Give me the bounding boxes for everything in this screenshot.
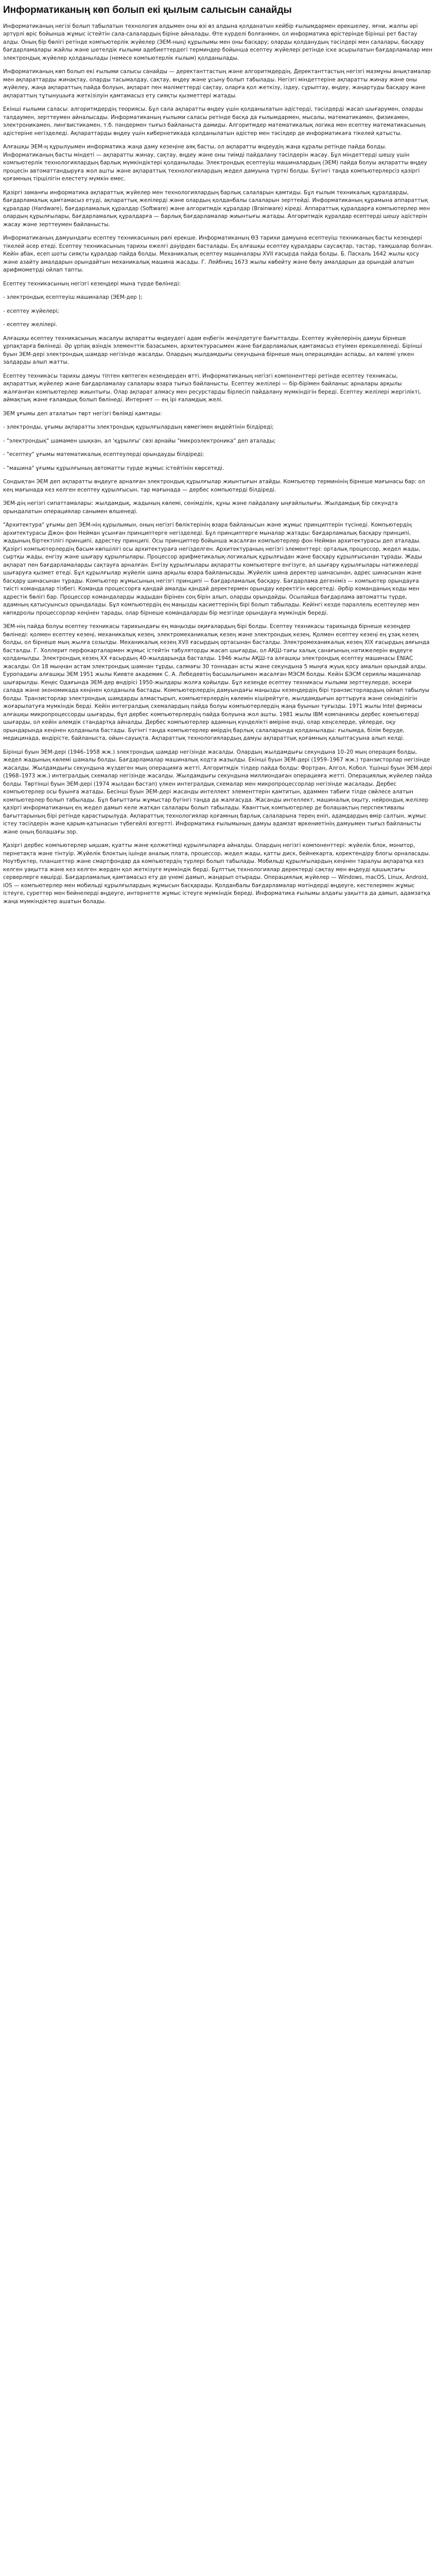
paragraph: Информатиканың негізі болып табылатын технология алдымен оны өзі өз алдына қолданатын кейбір ғылымдармен ерекшелеу, яғни, жалпы әрі әртүрлі өріс бойынша жұмыс істейтін сала-салалардың біріне айналады. Өте күрделі болғанмен, ол информатика өрістерінде бірінші рет бастау алды. Оның бір бөлігі ретінде компьютерлік жүйелер (ЭЕМ-ның) құрылымы мен оны басқару; оларды қолданудың тәсілдері мен салалары, басқару бағдарламалары жайлы және шетелдік ғылыми әдебиеттердегі терминдер бойынша есептеу жүйелері ретінде іске асырылатын бағдарламалар мен электрондық жүйелер қолданылады (немесе компьютерлік ғылым) қолданылады. [3, 23, 432, 61]
paragraph: ЭЕМ-дің негізгі сипаттамалары: жылдамдық, жадының көлемі, сенімділік, құны және пайдалану ыңғайлылығы. Жылдамдық бір секундта орындалатын операциялар санымен өлшенеді. [3, 500, 398, 515]
list-item: - "электрондық" шамамен шықкан, ал 'құрылғы' сөзі арнайы "микроэлектроника" деп аталады; [3, 437, 276, 444]
page-title: Информатиканың көп болып екі қылым салысын санайды [3, 5, 292, 15]
paragraph: Қазіргі дербес компьютерлер ықшам, қуатты және қолжетімді құрылғыларға айналды. Олардың негізгі компоненттері: жүйелік блок, монитор, пернетақта және тінтуір. Жүйелік блоктың ішінде аналық плата, процессор, жедел жады, қатты диск, бейнекарта, қоректендіру блогы орналасады. Ноутбуктер, планшеттер және смартфондар да компьютердің түрлері болып табылады. Мобильді құрылғылардың кеңінен таралуы ақпаратқа кез келген уақытта және кез келген жерден қол жеткізуге мүмкіндік берді. Бұлттық технологиялар деректерді сақтау мен өңдеуді қашықтағы серверлерге көшірді. Бағдарламалық қамтамасыз ету де үнемі дамып, жаңарып отырады. Операциялық жүйелер — Windows, macOS, Linux, Android, iOS — компьютерлер мен мобильді құрылғылардың жұмысын басқарады. Қолданбалы бағдарламалар мәтіндерді өңдеуге, кестелермен жұмыс істеуге, суреттер мен бейнелерді өңдеуге, интернетте жұмыс істеуге мүмкіндік береді. Информатика ғылымы алдағы уақытта да дамып, адамзатқа жаңа мүмкіндіктер ашатын болады. [3, 842, 430, 905]
list-item: - "есептеу" ұғымы математикалық есептеулерді орындауды білдіреді; [3, 451, 204, 458]
paragraph: "Архитектура" ұғымы деп ЭЕМ-нің құрылымын, оның негізгі бөліктерінің өзара байланысын және жұмыс принциптерін түсінеді. Компьютердің архитектурасы Джон фон Нейман ұсынған принциптерге негізделеді. Бұл принциптерге мыналар жатады: бағдарламалық басқару принципі, жадының біртектілігі принципі, адрестеу принципі. Осы принциптер бойынша жасалған компьютерлер фон Нейман архитектурасы деп аталады. Қазіргі компьютерлердің басым көпшілігі осы архитектураға негізделген. Архитектураның негізгі элементтері: орталық процессор, жедел жады, сыртқы жады, енгізу және шығару құрылғылары. Процессор арифметикалық-логикалық құрылғыдан және басқару құрылғысынан тұрады. Жады ақпарат пен бағдарламаларды сақтауға арналған. Енгізу құрылғылары ақпаратты компьютерге енгізуге, ал шығару құрылғылары нәтижелерді шығаруға қызмет етеді. Бұл құрылғылар жүйелік шина арқылы өзара байланысады. Жүйелік шина деректер шинасынан, адрес шинасынан және басқару шинасынан тұрады. Компьютер жұмысының негізгі принципі — бағдарламалық басқару. Бағдарлама дегеніміз — компьютер орындауға тиісті командалар тізбегі. Команда процессорға қандай амалды қандай деректермен орындау керектігін көрсетеді. Әрбір команданың коды мен адрестік бөлігі бар. Процессор командаларды жадыдан бірінен соң бірін алып, оларды орындайды. Осылайша бағдарлама автоматты түрде, адамның қатысуынсыз орындалады. Бұл компьютердің ең маңызды қасиеттерінің бірі болып табылады. Кейінгі кезде параллель есептеулер мен көпядролы процессорлар кеңінен тарады, олар бірнеше командаларды бір мезгілде орындауға мүмкіндік береді. [3, 522, 422, 616]
list-item: - электрондық есептеуіш машиналар (ЭЕМ-дер ); [3, 294, 143, 301]
list-item: - есептеу жүйелері; [3, 308, 59, 314]
paragraph: Қазіргі заманғы информатика ақпараттық жүйелер мен технологиялардың барлық салаларын қамтиды. Бұл ғылым техникалық құралдарды, бағдарламалық қамтамасыз етуді, ақпараттық желілерді және олардың қолданбалы салаларын зерттейді. Информатиканың құрамына аппараттық құралдар (Hardware), бағдарламалық құралдар (Software) және алгоритмдік құралдар (Brainware) кіреді. Аппараттық құралдарға компьютерлер мен олардың құрылғылары, бағдарламалық құралдарға — барлық бағдарламалар жиынтығы жатады. Алгоритмдік құралдар есептерді шешу әдістерін жасау және зерттеумен байланысты. [3, 189, 430, 228]
paragraph: Бірінші буын ЭЕМ-дері (1946–1958 жж.) электрондық шамдар негізінде жасалды. Олардың жылдамдығы секундына 10–20 мың операция болды, жедел жадының көлемі шамалы болды. Бағдарламалар машиналық кодта жазылды. Екінші буын ЭЕМ-дері (1959–1967 жж.) транзисторлар негізінде жасалды. Жылдамдығы секундына жүздеген мың операцияға жетті. Алгоритмдік тілдер пайда болды: Фортран, Алгол, Кобол. Үшінші буын ЭЕМ-дері (1968–1973 жж.) интегралдық схемалар негізінде жасалды. Жылдамдығы секундына миллиондаған операцияға жетті. Операциялық жүйелер пайда болды. Төртінші буын ЭЕМ-дері (1974 жылдан бастап) үлкен интегралдық схемалар мен микропроцессорлар негізінде жасалады. Дербес компьютерлер осы буынға жатады. Бесінші буын ЭЕМ-дері жасанды интеллект элементтерін қамтитын, адаммен табиғи тілде сөйлесе алатын компьютерлер болып табылады. Бұл бағыттағы жұмыстар бүгінгі таңда да жалғасуда. Жасанды интеллект, машиналық оқыту, нейрондық желілер қазіргі информатиканың ең жедел дамып келе жатқан салалары болып табылады. Кванттық компьютерлер де болашақтың перспективалы бағыттарының бірі ретінде қарастырылуда. Ақпараттық технологиялар қоғамның барлық салаларына терең еніп, адамдардың өмір салтын, жұмыс істеу тәсілдерін және қарым-қатынасын түбегейлі өзгертті. Информатика ғылымының дамуы адамзат өркениетінің дамуымен тығыз байланысты және оның болашағы зор. [3, 749, 432, 835]
paragraph: Алғашқы есептеу техникасының жасалуы ақпаратты өңдеудегі адам еңбегін жеңілдетуге бағытталды. Есептеу жүйелерінің дамуы бірнеше ұрпақтарға бөлінеді. Әр ұрпақ өзіндік элементтік базасымен, архитектурасымен және бағдарламалық қамтамасыз етуімен ерекшеленеді. Бірінші буын ЭЕМ-дері электрондық шамдар негізінде жасалды. Олардың жылдамдығы секундына бірнеше мың операциядан аспады, ал көлемі үлкен залдарды алып жатты. [3, 335, 423, 366]
list-item: - "машина" ұғымы құрылғының автоматты түрде жұмыс істейтінін көрсетеді. [3, 465, 224, 471]
paragraph: ЭЕМ-нің пайда болуы есептеу техникасы тарихындағы ең маңызды оқиғалардың бірі болды. Есептеу техникасы тарихында бірнеше кезеңдер бөлінеді: қолмен есептеу кезеңі, механикалық кезең, электромеханикалық кезең және электрондық кезең. Қолмен есептеу кезеңі ең ұзақ кезең болды, ол бірнеше мың жылға созылды. Механикалық кезең XVII ғасырдың ортасынан басталды. Электромеханикалық кезең XIX ғасырдың аяғында басталды. Г. Холлерит перфокарталармен жұмыс істейтін табуляторды жасап шығарды, ол АҚШ-тағы халық санағының нәтижелерін өңдеуге қолданылды. Электрондық кезең XX ғасырдың 40-жылдарында басталды. 1946 жылы АҚШ-та алғашқы электрондық есептеу машинасы ENIAC жасалды. Ол 18 мыңнан астам электрондық шамнан тұрды, салмағы 30 тоннадан асты және секундына 5 мыңға жуық қосу амалын орындай алды. Еуропадағы алғашқы ЭЕМ 1951 жылы Киевте академик С. А. Лебедевтің басшылығымен жасалған МЭСМ болды. Кейін БЭСМ сериялы машиналар шығарылды. Кеңес Одағында ЭЕМ-дер өндірісі 1950-жылдары жолға қойылды. Бұл кезеңде есептеу техникасы ғылыми зерттеулерде, әскери салада және экономикада кеңінен қолданыла бастады. Компьютерлердің дамуындағы маңызды кезеңдердің бірі транзисторлардың ойлап табылуы болды. Транзисторлар электрондық шамдарды алмастырып, компьютерлердің көлемін кішірейтуге, жылдамдығын арттыруға және сенімділігін жоғарылатуға мүмкіндік берді. Кейін интегралдық схемалардың пайда болуы компьютерлердің жаңа буынын туғызды. 1971 жылы Intel фирмасы алғашқы микропроцессорды шығарды, бұл дербес компьютерлердің пайда болуына жол ашты. 1981 жылы IBM компаниясы дербес компьютерді шығарды, ол кейін әлемдік стандартқа айналды. Дербес компьютерлер адамның күнделікті өміріне енді, олар кеңселерде, үйлерде, оқу орындарында кеңінен қолданыла бастады. Бүгінгі таңда компьютерлер өмірдің барлық салаларында қолданылады: ғылымда, білім беруде, медицинада, өндірісте, байланыста, ойын-сауықта. Ақпараттық технологиялардың дамуы ақпараттық қоғамның қалыптасуына алып келді. [3, 623, 430, 742]
paragraph: Сондықтан ЭЕМ деп ақпаратты өңдеуге арналған электрондық құрылғылар жиынтығын атайды. Компьютер терминінің бірнеше мағынасы бар: ол кең мағынада кез келген есептеу құрылғысын, тар мағынада — дербес компьютерді білдіреді. [3, 479, 425, 493]
list-item: - электронды, ұғымы ақпаратты электрондық құрылғылардың көмегімен өңдейтінін білдіреді; [3, 424, 274, 431]
paragraph: Алғашқы ЭЕМ-ң құрылуымен информатика жаңа даму кезеңіне аяқ басты, ол ақпаратты өңдеудің жаңа құралы ретінде пайда болды. Информатиканың басты міндеті — ақпаратты жинау, сақтау, өңдеу және оны тиімді пайдалану тәсілдерін жасау. Бұл міндеттерді шешу үшін компьютерлік технологиялардың барлық мүмкіндіктері қолданылады. Электрондық есептеуіш машиналардың (ЭЕМ) пайда болуы ақпаратты өңдеу процесін автоматтандыруға жол ашты және ақпараттық технологиялардың жедел дамуына түрткі болды. Бүгінгі таңда компьютерлерсіз қазіргі қоғамның тіршілігін елестету мүмкін емес. [3, 144, 427, 182]
paragraph: Есептеу техникасының негізгі кезеңдері мына түрде бөлінеді: [3, 280, 181, 287]
document-page [0, 0, 436, 917]
paragraph: Екінші ғылыми саласы: алгоритмдердің теориясы. Бұл сала ақпаратты өңдеу үшін қолданылатын әдістерді, тәсілдерді жасап шығарумен, оларды талдаумен, зерттеумен айналысады. Информатиканың ғылыми саласы ретінде басқа да ғылымдармен, мысалы, математикамен, физикамен, электроникамен, лингвистикамен, т.б. пәндермен тығыз байланыста дамиды. Алгоритмдер математикалық логика мен есептеу математикасының әдістеріне негізделеді. Ақпараттарды өңдеу үшін кибернетикада қолданылатын әдістер мен тәсілдер де информатикаға тікелей қатысты. [3, 106, 426, 137]
paragraph: Есептеу техникасы тарихы дамуы тіптен көптеген кезеңдерден өтті. Информатиканың негізгі компоненттері ретінде есептеу техникасы, ақпараттық жүйелер және бағдарламалау салалары өзара тығыз байланысты. Есептеу желілері — бір-бірімен байланыс арналары арқылы жалғанған компьютерлер жиынтығы. Олар ақпарат алмасу мен ресурстарды бірлесіп пайдалану мүмкіндігін береді. Есептеу желілері жергілікті, аймақтық және ғаламдық болып бөлінеді. Интернет — ең ірі ғаламдық желі. [3, 372, 421, 403]
paragraph: ЭЕМ ұғымы деп аталатын төрт негізгі бөлімді қамтиды: [3, 410, 162, 417]
document-body [3, 23, 433, 906]
paragraph: Информатиканың көп болып екі ғылыми салысы санайды — деректанттастың және алгоритмдердің. Деректанттастың негізгі мазмұны анықтамалар мен ақпараттарды жинақтау, оларды тасымалдау, сақтау, өңдеу және ұсыну болып табылады. Негізгі міндеттеріне ақпаратты жинау және оны жүйелеу, жаңа ақпараттың пайда болуын, ақпарат пен мәліметтерді сақтау, оларға қол жеткізу, іздеу, сұрыптау, өңдеу, жаңартуды басқару және ақпараттың тұтынушыға жеткізілуін қамтамасыз ету сияқты қызметтері жатады. [3, 69, 431, 99]
list-item: - есептеу желілері. [3, 321, 58, 328]
paragraph: Информатиканың дамуындағы есептеу техникасының рөлі ерекше. Информатиканың ӨЗ тарихи дамуына есептеуіш техниканың басты кезеңдері тікелей әсер етеді. Есептеу техникасының тарихы ежелгі дәуірден басталады. Ең алғашқы есептеу құралдары саусақтар, тастар, таяқшалар болған. Кейін абак, есеп шоты сияқты құралдар пайда болды. Механикалық есептеу машиналары XVII ғасырда пайда болды. Б. Паскаль 1642 жылы қосу және азайту амалдарын орындайтын механикалық машина жасады. Г. Лейбниц 1673 жылы көбейту және бөлу амалдарын да орындай алатын арифмометрді ойлап тапты. [3, 235, 433, 274]
